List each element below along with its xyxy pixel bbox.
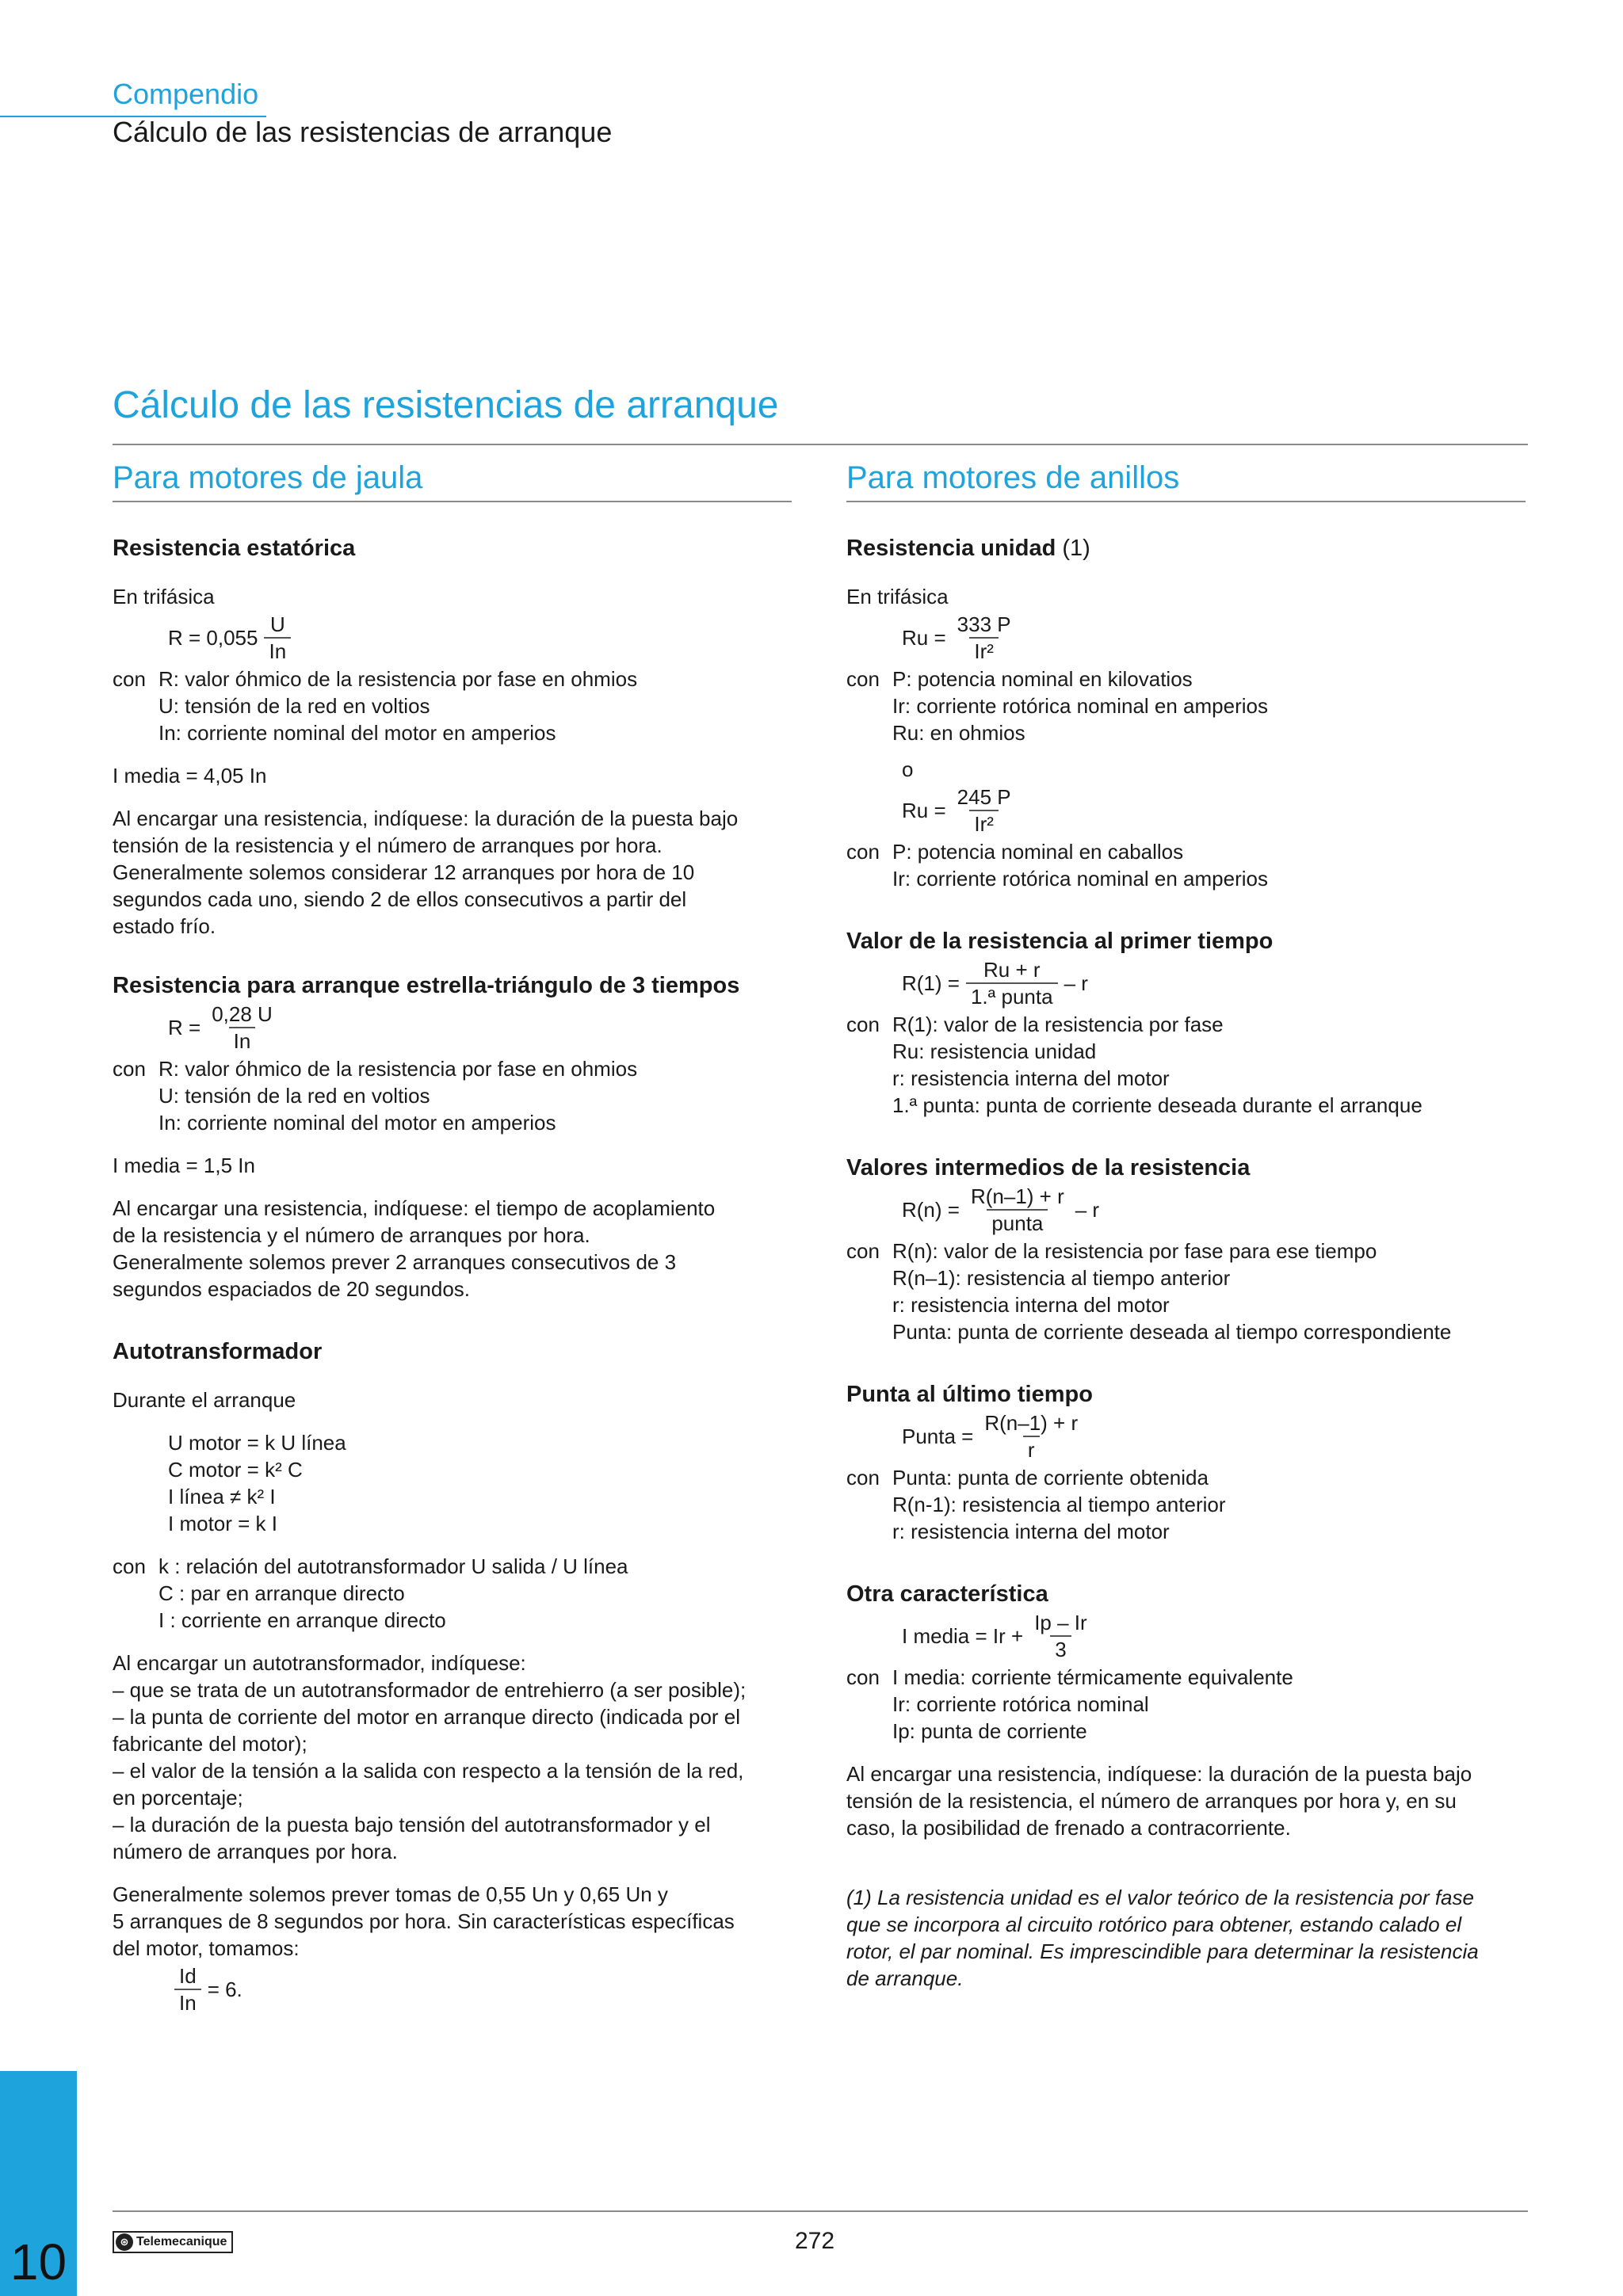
footnote-line: que se incorpora al circuito rotórico para obtener, estando calado el <box>846 1913 1462 1936</box>
imedia-text: I media = 1,5 In <box>113 1154 255 1177</box>
con-label: con <box>846 840 880 864</box>
definition: I : corriente en arranque directo <box>158 1608 446 1632</box>
numerator: 0,28 U <box>212 1002 273 1026</box>
definitions <box>846 838 1526 892</box>
intro-text: En trifásica <box>113 585 215 608</box>
definitions <box>846 666 1526 746</box>
footnote-line: (1) La resistencia unidad es el valor teórico de la resistencia por fase <box>846 1886 1474 1909</box>
note-paragraph <box>113 1650 792 1865</box>
definition: P: potencia nominal en caballos <box>892 840 1184 864</box>
left-column-title: Para motores de jaula <box>113 460 423 495</box>
note-line: tensión de la resistencia y el número de arranques por hora. <box>113 833 663 857</box>
fraction <box>966 1184 1069 1236</box>
formula-id-in <box>113 1962 792 2017</box>
footnote-ref: (1) <box>1062 536 1090 561</box>
note-paragraph <box>113 1195 792 1302</box>
con-label: con <box>113 1554 146 1578</box>
definition: 1.ª punta: punta de corriente deseada durante el arranque <box>892 1093 1423 1117</box>
definitions <box>846 1464 1526 1545</box>
formula-rn <box>846 1182 1526 1238</box>
numerator: Ip – Ir <box>1034 1611 1087 1634</box>
denominator: In <box>174 1989 201 2016</box>
con-label: con <box>846 1466 880 1489</box>
definition: Ru: en ohmios <box>892 721 1025 745</box>
con-label: con <box>846 1013 880 1036</box>
fraction <box>207 1001 277 1054</box>
fraction <box>966 957 1058 1009</box>
chapter-title: Cálculo de las resistencias de arranque <box>113 116 613 148</box>
numerator: U <box>269 612 285 636</box>
denominator: Ir² <box>969 810 999 837</box>
fraction <box>1029 1610 1091 1662</box>
formula-lhs: R(n) = <box>902 1197 960 1222</box>
numerator: Ru + r <box>983 958 1041 982</box>
definitions <box>113 666 792 746</box>
formula-lhs: R(1) = <box>902 971 960 995</box>
formula-star-delta <box>113 1000 792 1055</box>
numerator: Id <box>179 1964 197 1988</box>
heading-primer-tiempo: Valor de la resistencia al primer tiempo <box>846 929 1274 954</box>
formula-ru-cv <box>846 783 1526 838</box>
denominator: 3 <box>1050 1635 1071 1662</box>
definition: R: valor óhmico de la resistencia por fase en ohmios <box>158 667 638 691</box>
right-column-rule <box>846 501 1526 502</box>
denominator: In <box>229 1027 256 1054</box>
note-paragraph <box>113 805 792 940</box>
formula-lhs: R = 0,055 <box>168 625 258 650</box>
definition: r: resistencia interna del motor <box>892 1066 1170 1090</box>
note-line: Al encargar un autotransformador, indíquese: <box>113 1651 526 1675</box>
fraction <box>264 612 291 664</box>
formula-lhs: R = <box>168 1015 201 1039</box>
formula-ru-kw <box>846 610 1526 666</box>
formula-punta <box>846 1409 1526 1464</box>
formula-lhs: Ru = <box>902 798 946 822</box>
formula-lhs: I media = Ir + <box>902 1623 1024 1648</box>
note-line: – la punta de corriente del motor en arranque directo (indicada por el <box>113 1705 741 1729</box>
formula-stator <box>113 610 792 666</box>
definitions <box>113 1553 792 1634</box>
heading-estrella-triangulo: Resistencia para arranque estrella-triángulo de 3 tiempos <box>113 973 740 998</box>
numerator: R(n–1) + r <box>970 1184 1064 1208</box>
formula-rhs: – r <box>1064 971 1088 995</box>
con-label: con <box>113 1057 146 1081</box>
footnote <box>846 1884 1526 1992</box>
or-label: o <box>902 757 914 781</box>
definition: I media: corriente térmicamente equivalente <box>892 1665 1293 1689</box>
equation: I línea ≠ k² I <box>168 1485 276 1508</box>
definition: R(n): valor de la resistencia por fase para ese tiempo <box>892 1239 1377 1263</box>
fraction <box>953 612 1016 664</box>
denominator: In <box>264 637 291 664</box>
intro-text: Durante el arranque <box>113 1388 296 1412</box>
logo-icon: ⊛ <box>116 2233 133 2251</box>
denominator: 1.ª punta <box>966 982 1058 1009</box>
definition: Ip: punta de corriente <box>892 1719 1087 1743</box>
note-line: Generalmente solemos prever tomas de 0,55 Un y 0,65 Un y <box>113 1882 668 1906</box>
numerator: 333 P <box>957 612 1011 636</box>
definition: Ir: corriente rotórica nominal en amperios <box>892 694 1268 718</box>
equation: C motor = k² C <box>168 1458 303 1482</box>
note-line: – que se trata de un autotransformador de entrehierro (a ser posible); <box>113 1678 747 1702</box>
definition: U: tensión de la red en voltios <box>158 1084 430 1108</box>
note-line: segundos cada uno, siendo 2 de ellos consecutivos a partir del <box>113 887 687 911</box>
note-line: en porcentaje; <box>113 1786 243 1810</box>
definition: R(n–1): resistencia al tiempo anterior <box>892 1266 1231 1290</box>
heading-punta-ultimo: Punta al último tiempo <box>846 1382 1093 1407</box>
note-paragraph <box>846 1760 1526 1841</box>
formula-rhs: = 6. <box>207 1977 242 2001</box>
left-column-rule <box>113 501 792 502</box>
formula-r1 <box>846 955 1526 1011</box>
left-column <box>113 450 792 2161</box>
definition: Punta: punta de corriente deseada al tiempo correspondiente <box>892 1320 1452 1344</box>
definitions <box>846 1664 1526 1745</box>
equation-block <box>113 1429 792 1537</box>
title-rule <box>113 444 1528 445</box>
note-line: 5 arranques de 8 segundos por hora. Sin características específicas <box>113 1909 735 1933</box>
equation: I motor = k I <box>168 1512 277 1535</box>
fraction <box>174 1963 201 2016</box>
formula-rhs: – r <box>1075 1197 1100 1222</box>
definition: In: corriente nominal del motor en amperios <box>158 721 556 745</box>
note-paragraph <box>113 1881 792 1962</box>
note-line: número de arranques por hora. <box>113 1840 398 1863</box>
telemecanique-logo <box>113 2231 233 2253</box>
definitions <box>846 1011 1526 1119</box>
definition: Ru: resistencia unidad <box>892 1039 1097 1063</box>
definitions <box>846 1238 1526 1345</box>
section-label: Compendio <box>113 78 259 110</box>
formula-lhs: Ru = <box>902 625 946 650</box>
note-line: Al encargar una resistencia, indíquese: la duración de la puesta bajo <box>846 1762 1472 1786</box>
note-line: estado frío. <box>113 914 216 938</box>
fraction <box>980 1410 1083 1463</box>
note-line: Al encargar una resistencia, indíquese: la duración de la puesta bajo <box>113 807 739 830</box>
con-label: con <box>846 667 880 691</box>
numerator: R(n–1) + r <box>984 1411 1079 1435</box>
definition: In: corriente nominal del motor en amperios <box>158 1111 556 1135</box>
fraction <box>953 784 1016 837</box>
intro-text: En trifásica <box>846 585 949 608</box>
note-line: del motor, tomamos: <box>113 1936 300 1960</box>
note-line: Generalmente solemos considerar 12 arranques por hora de 10 <box>113 860 695 884</box>
right-column-title: Para motores de anillos <box>846 460 1180 495</box>
definition: R(n-1): resistencia al tiempo anterior <box>892 1493 1226 1516</box>
denominator: punta <box>987 1209 1048 1236</box>
definition: R: valor óhmico de la resistencia por fase en ohmios <box>158 1057 638 1081</box>
heading-resistencia-estatorica: Resistencia estatórica <box>113 536 356 561</box>
footnote-line: rotor, el par nominal. Es imprescindible para determinar la resistencia <box>846 1939 1479 1963</box>
heading-autotransformador: Autotransformador <box>113 1339 323 1364</box>
note-line: – la duración de la puesta bajo tensión del autotransformador y el <box>113 1813 711 1836</box>
definition: Ir: corriente rotórica nominal <box>892 1692 1149 1716</box>
definition: Ir: corriente rotórica nominal en amperios <box>892 867 1268 891</box>
note-line: fabricante del motor); <box>113 1732 307 1756</box>
con-label: con <box>846 1239 880 1263</box>
definition: r: resistencia interna del motor <box>892 1293 1170 1317</box>
definition: P: potencia nominal en kilovatios <box>892 667 1193 691</box>
definitions <box>113 1055 792 1136</box>
heading-text: Resistencia unidad <box>846 536 1056 561</box>
note-line: tensión de la resistencia, el número de arranques por hora y, en su <box>846 1789 1457 1813</box>
logo-text: Telemecanique <box>136 2235 227 2248</box>
chapter-tab-number: 10 <box>10 2233 67 2290</box>
note-line: – el valor de la tensión a la salida con respecto a la tensión de la red, <box>113 1759 744 1783</box>
definition: R(1): valor de la resistencia por fase <box>892 1013 1224 1036</box>
note-line: Generalmente solemos prever 2 arranques consecutivos de 3 <box>113 1250 677 1274</box>
numerator: 245 P <box>957 785 1011 809</box>
right-column <box>846 450 1526 2161</box>
denominator: r <box>1023 1436 1040 1463</box>
note-line: de la resistencia y el número de arranques por hora. <box>113 1223 590 1247</box>
page-number: 272 <box>795 2228 835 2254</box>
heading-valores-intermedios: Valores intermedios de la resistencia <box>846 1155 1251 1180</box>
formula-lhs: Punta = <box>902 1424 974 1448</box>
equation: U motor = k U línea <box>168 1431 346 1455</box>
note-line: Al encargar una resistencia, indíquese: el tiempo de acoplamiento <box>113 1196 716 1220</box>
footnote-line: de arranque. <box>846 1966 964 1990</box>
imedia-text: I media = 4,05 In <box>113 764 267 788</box>
definition: C : par en arranque directo <box>158 1581 405 1605</box>
definition: Punta: punta de corriente obtenida <box>892 1466 1209 1489</box>
footer-rule <box>113 2210 1528 2212</box>
con-label: con <box>846 1665 880 1689</box>
heading-resistencia-unidad <box>846 534 1526 563</box>
note-line: caso, la posibilidad de frenado a contracorriente. <box>846 1816 1291 1840</box>
page-title: Cálculo de las resistencias de arranque <box>113 384 779 426</box>
note-line: segundos espaciados de 20 segundos. <box>113 1277 471 1301</box>
definition: U: tensión de la red en voltios <box>158 694 430 718</box>
formula-imedia <box>846 1608 1526 1664</box>
denominator: Ir² <box>969 637 999 664</box>
definition: r: resistencia interna del motor <box>892 1520 1170 1543</box>
heading-otra-caracteristica: Otra característica <box>846 1581 1048 1607</box>
con-label: con <box>113 667 146 691</box>
definition: k : relación del autotransformador U salida / U línea <box>158 1554 628 1578</box>
